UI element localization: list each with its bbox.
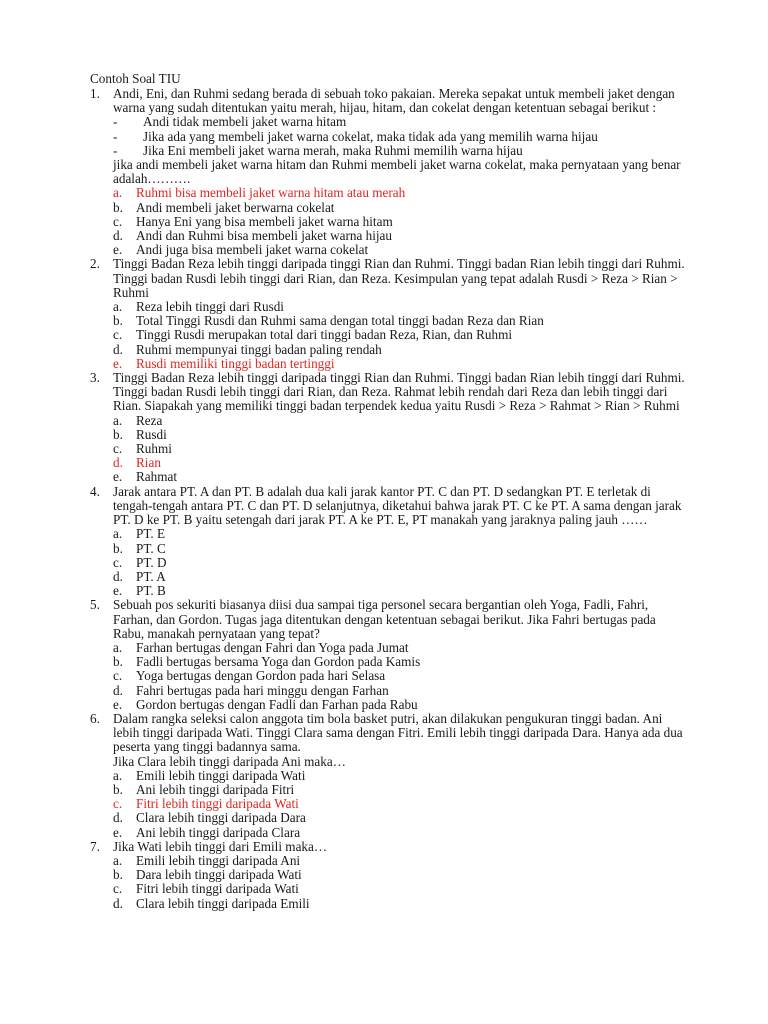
question-4 — [90, 485, 690, 599]
option-letter: d. — [113, 341, 123, 357]
dash-bullet: - — [113, 128, 118, 144]
answer-option — [90, 442, 690, 456]
question-text: Dalam rangka seleksi calon anggota tim bola basket putri, akan dilakukan pengukuran tinggi badan. Ani lebih tinggi daripada Wati. Tinggi Clara sama dengan Fitri. Emili lebih tinggi daripada Dara. Hanya ada dua peserta yang tinggi badannya sama. — [113, 710, 683, 755]
question-number: 3. — [90, 370, 100, 386]
option-letter: e. — [113, 242, 123, 258]
option-letter: d. — [113, 568, 123, 584]
option-letter: d. — [113, 455, 123, 471]
answer-option — [90, 414, 690, 428]
condition-item — [90, 144, 690, 158]
document-body — [90, 72, 690, 911]
option-letter: a. — [113, 526, 123, 542]
option-letter: d. — [113, 895, 123, 911]
option-text: Rusdi memiliki tinggi badan tertinggi — [136, 355, 335, 371]
answer-option-correct — [90, 186, 690, 200]
option-text: Hanya Eni yang bisa membeli jaket warna hitam — [136, 213, 393, 229]
option-text: Emili lebih tinggi daripada Wati — [136, 767, 306, 783]
condition-text: Jika Eni membeli jaket warna merah, maka Ruhmi memilih warna hijau — [143, 142, 523, 158]
option-letter: c. — [113, 327, 123, 343]
option-letter: e. — [113, 824, 123, 840]
answer-option — [90, 769, 690, 783]
answer-option — [90, 684, 690, 698]
option-letter: b. — [113, 199, 123, 215]
option-letter: a. — [113, 412, 123, 428]
answer-option — [90, 826, 690, 840]
option-text: Dara lebih tinggi daripada Wati — [136, 867, 302, 883]
dash-bullet: - — [113, 142, 118, 158]
question-stem — [90, 598, 690, 641]
question-number: 2. — [90, 256, 100, 272]
option-letter: b. — [113, 781, 123, 797]
option-text: Yoga bertugas dengan Gordon pada hari Selasa — [136, 668, 386, 684]
option-text: Ani lebih tinggi daripada Fitri — [136, 781, 295, 797]
question-stem — [90, 485, 690, 528]
option-text: Total Tinggi Rusdi dan Ruhmi sama dengan total tinggi badan Reza dan Rian — [136, 313, 544, 329]
option-text: Fitri lebih tinggi daripada Wati — [136, 881, 299, 897]
option-text: Andi dan Ruhmi bisa membeli jaket warna hijau — [136, 228, 392, 244]
option-text: PT. C — [136, 540, 166, 556]
answer-option — [90, 243, 690, 257]
question-stem — [90, 840, 690, 854]
option-letter: c. — [113, 441, 123, 457]
condition-text: Andi tidak membeli jaket warna hitam — [143, 114, 347, 130]
option-letter: b. — [113, 654, 123, 670]
question-7 — [90, 840, 690, 911]
answer-option — [90, 783, 690, 797]
question-number: 7. — [90, 838, 100, 854]
option-text: Rian — [136, 455, 161, 471]
option-text: Rahmat — [136, 469, 178, 485]
option-text: PT. D — [136, 554, 167, 570]
answer-option-correct — [90, 357, 690, 371]
question-5 — [90, 598, 690, 712]
answer-option — [90, 854, 690, 868]
question-followup: Jika Clara lebih tinggi daripada Ani maka… — [113, 753, 346, 769]
answer-option — [90, 328, 690, 342]
answer-option — [90, 470, 690, 484]
answer-option — [90, 542, 690, 556]
answer-option — [90, 556, 690, 570]
question-2 — [90, 257, 690, 371]
option-letter: b. — [113, 426, 123, 442]
question-number: 4. — [90, 483, 100, 499]
option-text: Reza — [136, 412, 163, 428]
answer-option — [90, 300, 690, 314]
question-text: Sebuah pos sekuriti biasanya diisi dua sampai tiga personel secara bergantian oleh Yoga, Fadli, Fahri, Farhan, dan Gordon. Tugas jaga ditentukan dengan ketentuan sebagai berikut. Jika Fahri bertugas pada Rabu, manakah pernyataan yang tepat? — [113, 597, 656, 641]
question-stem — [90, 371, 690, 414]
question-6 — [90, 712, 690, 840]
condition-text: Jika ada yang membeli jaket warna cokelat, maka tidak ada yang memilih warna hijau — [143, 128, 598, 144]
question-number: 5. — [90, 597, 100, 613]
answer-option — [90, 215, 690, 229]
dash-bullet: - — [113, 114, 118, 130]
answer-option — [90, 868, 690, 882]
question-3 — [90, 371, 690, 485]
question-number: 1. — [90, 86, 100, 101]
answer-option — [90, 201, 690, 215]
question-text: Tinggi Badan Reza lebih tinggi daripada tinggi Rian dan Ruhmi. Tinggi badan Rian lebih tinggi dari Ruhmi. Tinggi badan Rusdi lebih tinggi dari Rian, dan Reza. Rahmat lebih rendah dari Reza dan lebih tinggi dari Rian. Siapakah yang memiliki tinggi badan terpendek kedua yaitu Rusdi > Reza > Rahmat > Rian > Ruhmi — [113, 370, 685, 414]
option-letter: a. — [113, 852, 123, 868]
answer-option — [90, 669, 690, 683]
option-text: Fahri bertugas pada hari minggu dengan Farhan — [136, 682, 389, 698]
answer-option — [90, 641, 690, 655]
option-letter: a. — [113, 767, 123, 783]
option-text: PT. A — [136, 568, 166, 584]
option-letter: a. — [113, 185, 123, 201]
question-1 — [90, 87, 690, 257]
answer-option — [90, 314, 690, 328]
condition-item — [90, 130, 690, 144]
option-letter: b. — [113, 313, 123, 329]
option-text: PT. B — [136, 583, 166, 599]
option-text: Clara lebih tinggi daripada Emili — [136, 895, 310, 911]
answer-option — [90, 343, 690, 357]
question-number: 6. — [90, 710, 100, 726]
question-stem — [90, 712, 690, 755]
option-letter: d. — [113, 228, 123, 244]
option-letter: a. — [113, 299, 123, 315]
option-letter: c. — [113, 881, 123, 897]
option-letter: a. — [113, 639, 123, 655]
option-letter: e. — [113, 696, 123, 712]
question-text: Jarak antara PT. A dan PT. B adalah dua kali jarak kantor PT. C dan PT. D sedangkan PT. E terletak di tengah-tengah antara PT. C dan PT. D selanjutnya, diketahui bahwa jarak PT. C ke PT. A sama dengan jarak PT. D ke PT. B yaitu setengah dari jarak PT. A ke PT. E, PT manakah yang jaraknya paling jauh …… — [113, 483, 682, 528]
option-text: Rusdi — [136, 426, 167, 442]
condition-item — [90, 115, 690, 129]
question-text: Andi, Eni, dan Ruhmi sedang berada di sebuah toko pakaian. Mereka sepakat untuk membeli jaket dengan warna yang sudah ditentukan yaitu merah, hijau, hitam, dan cokelat dengan ketentuan sebagai berikut : — [113, 86, 675, 116]
answer-option — [90, 882, 690, 896]
question-followup: jika andi membeli jaket warna hitam dan Ruhmi membeli jaket warna cokelat, maka pernyataan yang benar adalah………. — [113, 157, 681, 187]
option-letter: e. — [113, 469, 123, 485]
question-text: Jika Wati lebih tinggi dari Emili maka… — [113, 838, 328, 854]
answer-option — [90, 229, 690, 243]
answer-option — [90, 428, 690, 442]
option-letter: d. — [113, 810, 123, 826]
question-text: Tinggi Badan Reza lebih tinggi daripada tinggi Rian dan Ruhmi. Tinggi badan Rian lebih tinggi dari Ruhmi. Tinggi badan Rusdi lebih tinggi dari Rian, dan Reza. Kesimpulan yang tepat adalah Rusdi > Reza > Rian > Ruhmi — [113, 256, 685, 300]
document-title: Contoh Soal TIU — [90, 71, 181, 86]
option-text: Emili lebih tinggi daripada Ani — [136, 852, 301, 868]
option-text: Reza lebih tinggi dari Rusdi — [136, 299, 284, 315]
option-letter: d. — [113, 682, 123, 698]
answer-option — [90, 527, 690, 541]
option-text: Gordon bertugas dengan Fadli dan Farhan pada Rabu — [136, 696, 418, 712]
answer-option — [90, 897, 690, 911]
answer-option — [90, 655, 690, 669]
answer-option — [90, 811, 690, 825]
option-letter: e. — [113, 355, 123, 371]
option-text: Farhan bertugas dengan Fahri dan Yoga pada Jumat — [136, 639, 409, 655]
answer-option-correct — [90, 797, 690, 811]
option-text: Fitri lebih tinggi daripada Wati — [136, 796, 299, 812]
option-text: PT. E — [136, 526, 166, 542]
answer-option — [90, 698, 690, 712]
option-text: Andi juga bisa membeli jaket warna cokelat — [136, 242, 369, 258]
option-text: Ruhmi bisa membeli jaket warna hitam atau merah — [136, 185, 406, 201]
option-letter: b. — [113, 540, 123, 556]
option-text: Ani lebih tinggi daripada Clara — [136, 824, 301, 840]
option-text: Ruhmi — [136, 441, 172, 457]
answer-option — [90, 584, 690, 598]
option-letter: e. — [113, 583, 123, 599]
option-text: Fadli bertugas bersama Yoga dan Gordon pada Kamis — [136, 654, 421, 670]
option-text: Ruhmi mempunyai tinggi badan paling rendah — [136, 341, 382, 357]
question-stem — [90, 257, 690, 300]
option-letter: b. — [113, 867, 123, 883]
option-text: Andi membeli jaket berwarna cokelat — [136, 199, 335, 215]
option-letter: c. — [113, 668, 123, 684]
option-letter: c. — [113, 554, 123, 570]
option-letter: c. — [113, 796, 123, 812]
option-letter: c. — [113, 213, 123, 229]
answer-option — [90, 570, 690, 584]
option-text: Tinggi Rusdi merupakan total dari tinggi badan Reza, Rian, dan Ruhmi — [136, 327, 513, 343]
answer-option-correct — [90, 456, 690, 470]
question-stem — [90, 87, 690, 115]
option-text: Clara lebih tinggi daripada Dara — [136, 810, 306, 826]
